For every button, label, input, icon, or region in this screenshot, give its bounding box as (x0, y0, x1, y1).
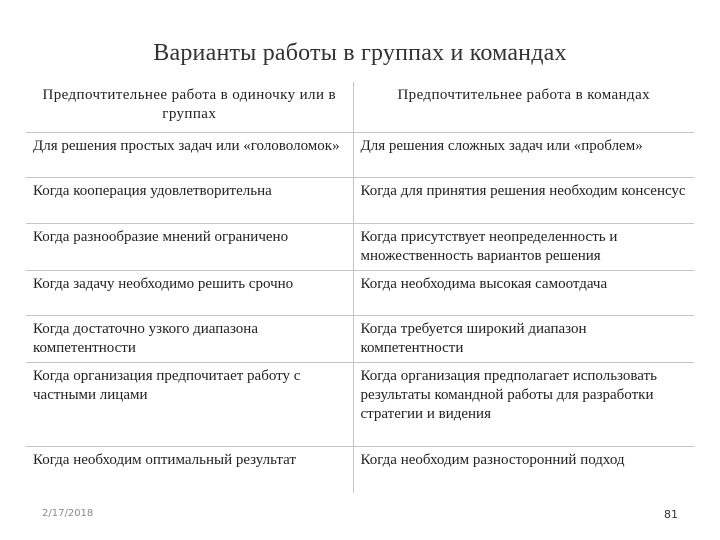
table-row (26, 224, 694, 271)
table-cell: Для решения сложных задач или «проблем» (360, 138, 643, 154)
table-cell: Когда требуется широкий диапазон компетентности (360, 321, 587, 356)
table-row (26, 133, 694, 178)
table-cell: Когда организация предполагает использовать результаты командной работы для разработки стратегии и видения (360, 368, 657, 422)
header-teams: Предпочтительнее работа в командах (397, 87, 651, 103)
header-individual-or-groups: Предпочтительнее работа в одиночку или в группах (26, 82, 353, 133)
slide-title: Варианты работы в группах и командах (153, 40, 567, 66)
table-header-row (26, 82, 694, 133)
comparison-table (26, 82, 694, 493)
table-row (26, 447, 694, 493)
table-cell: Когда для принятия решения необходим консенсус (360, 183, 686, 199)
table-cell: Когда задачу необходимо решить срочно (26, 271, 353, 316)
table-cell: Когда разнообразие мнений ограничено (26, 224, 353, 271)
table-cell: Когда достаточно узкого диапазона компетентности (26, 316, 353, 363)
footer-date: 2/17/2018 (42, 508, 94, 519)
table-row (26, 178, 694, 224)
table-cell: Когда кооперация удовлетворительна (26, 178, 353, 224)
page-number: 81 (664, 508, 678, 521)
table-row (26, 271, 694, 316)
table-cell: Когда организация предпочитает работу с частными лицами (26, 363, 353, 447)
table-cell: Когда необходим разносторонний подход (360, 452, 625, 468)
table-row (26, 363, 694, 447)
table-row (26, 316, 694, 363)
table-cell: Когда присутствует неопределенность и множественность вариантов решения (360, 229, 618, 264)
table-cell: Когда необходим оптимальный результат (26, 447, 353, 493)
table-cell: Когда необходима высокая самоотдача (360, 276, 608, 292)
table-cell: Для решения простых задач или «головоломок» (26, 133, 353, 178)
